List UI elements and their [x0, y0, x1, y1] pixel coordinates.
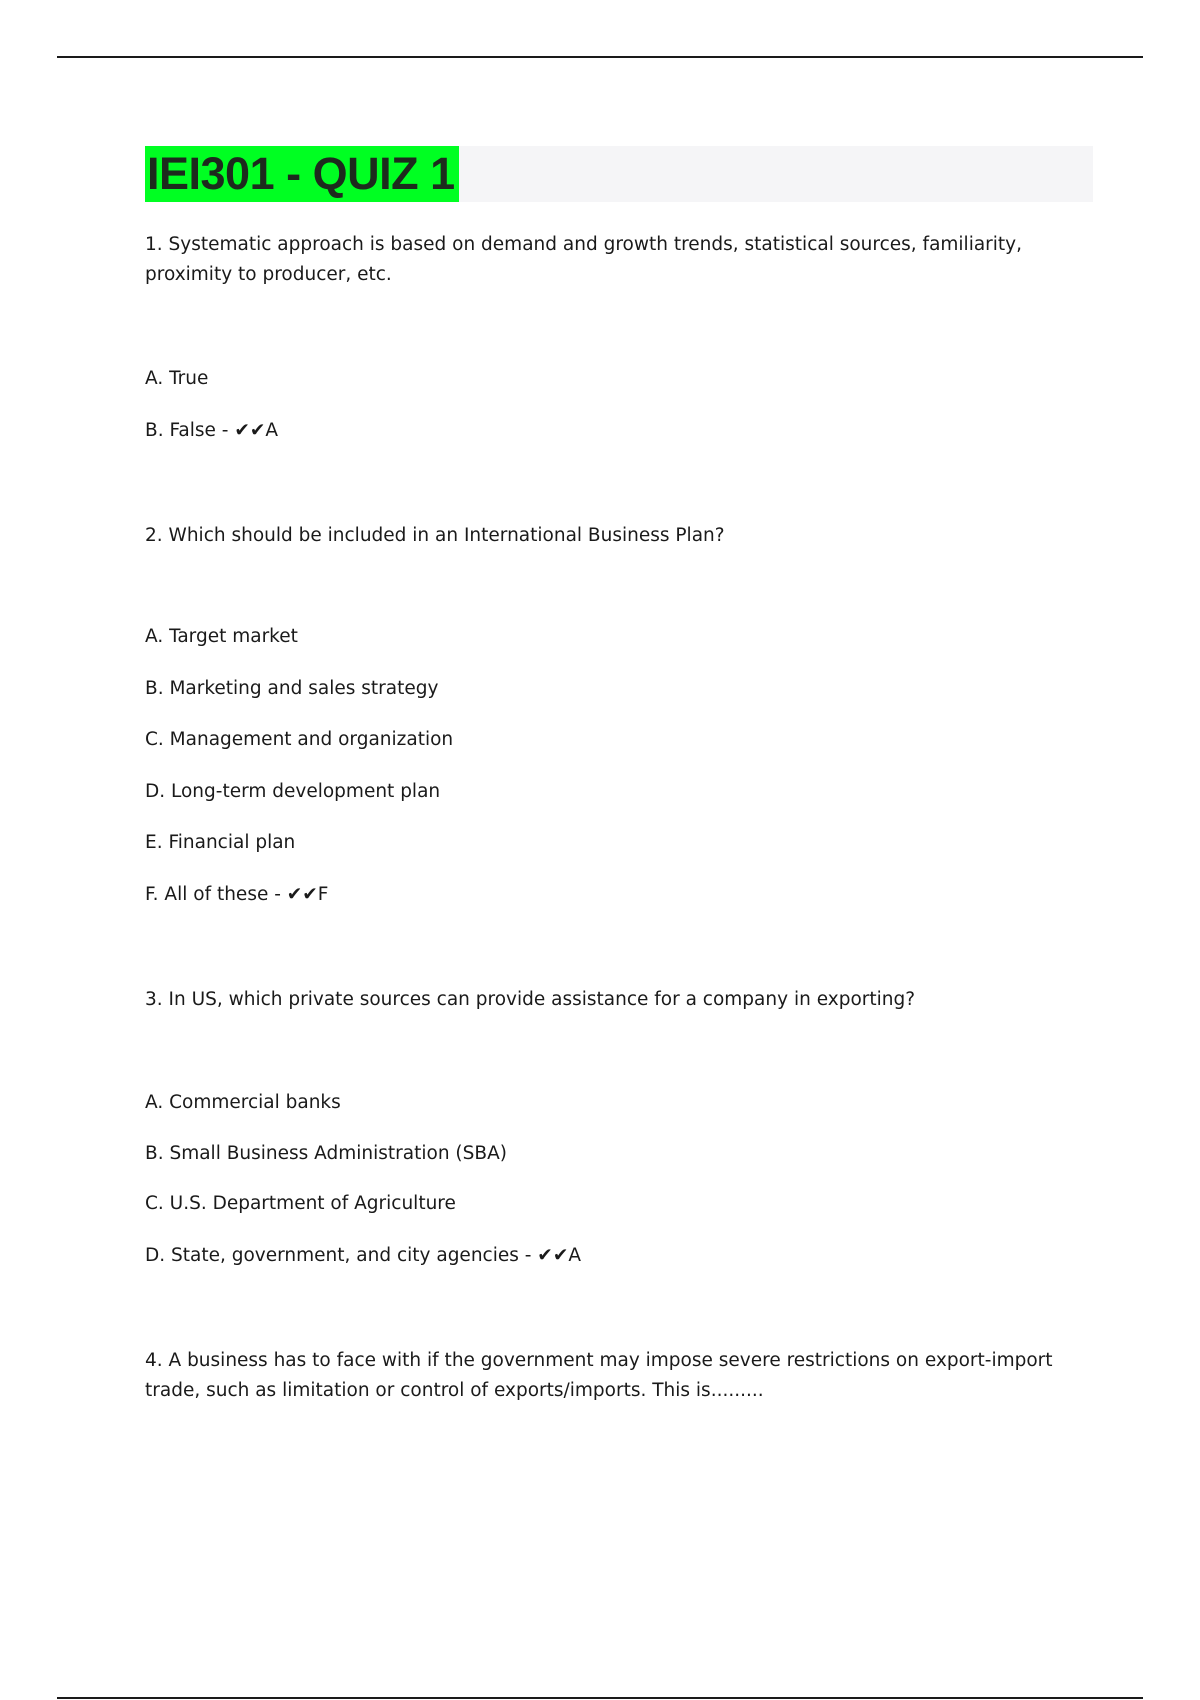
- question-3-option-c: C. U.S. Department of Agriculture: [145, 1193, 456, 1214]
- question-1-option-b: B. False - ✔✔A: [145, 420, 278, 441]
- question-3-text: 3. In US, which private sources can provide assistance for a company in exporting?: [145, 989, 916, 1010]
- question-2-option-b: B. Marketing and sales strategy: [145, 678, 439, 699]
- question-2-text: 2. Which should be included in an International Business Plan?: [145, 525, 725, 546]
- page-title: IEI301 - QUIZ 1: [145, 146, 459, 202]
- question-3-option-d: D. State, government, and city agencies - ✔✔A: [145, 1245, 581, 1266]
- header-rule: [57, 56, 1143, 58]
- question-3-option-b: B. Small Business Administration (SBA): [145, 1143, 507, 1164]
- question-2-option-a: A. Target market: [145, 626, 298, 647]
- question-2-option-e: E. Financial plan: [145, 832, 296, 853]
- question-2-option-f: F. All of these - ✔✔F: [145, 884, 329, 905]
- question-2-option-d: D. Long-term development plan: [145, 781, 441, 802]
- question-1-text: 1. Systematic approach is based on demand and growth trends, statistical sources, familiarity, proximity to producer, etc.: [145, 234, 1023, 285]
- question-4-text: 4. A business has to face with if the government may impose severe restrictions on export-import trade, such as limitation or control of exports/imports. This is.........: [145, 1350, 1053, 1401]
- footer-rule: [57, 1697, 1143, 1699]
- question-2-option-c: C. Management and organization: [145, 729, 454, 750]
- question-1-option-a: A. True: [145, 368, 209, 389]
- question-3-option-a: A. Commercial banks: [145, 1092, 341, 1113]
